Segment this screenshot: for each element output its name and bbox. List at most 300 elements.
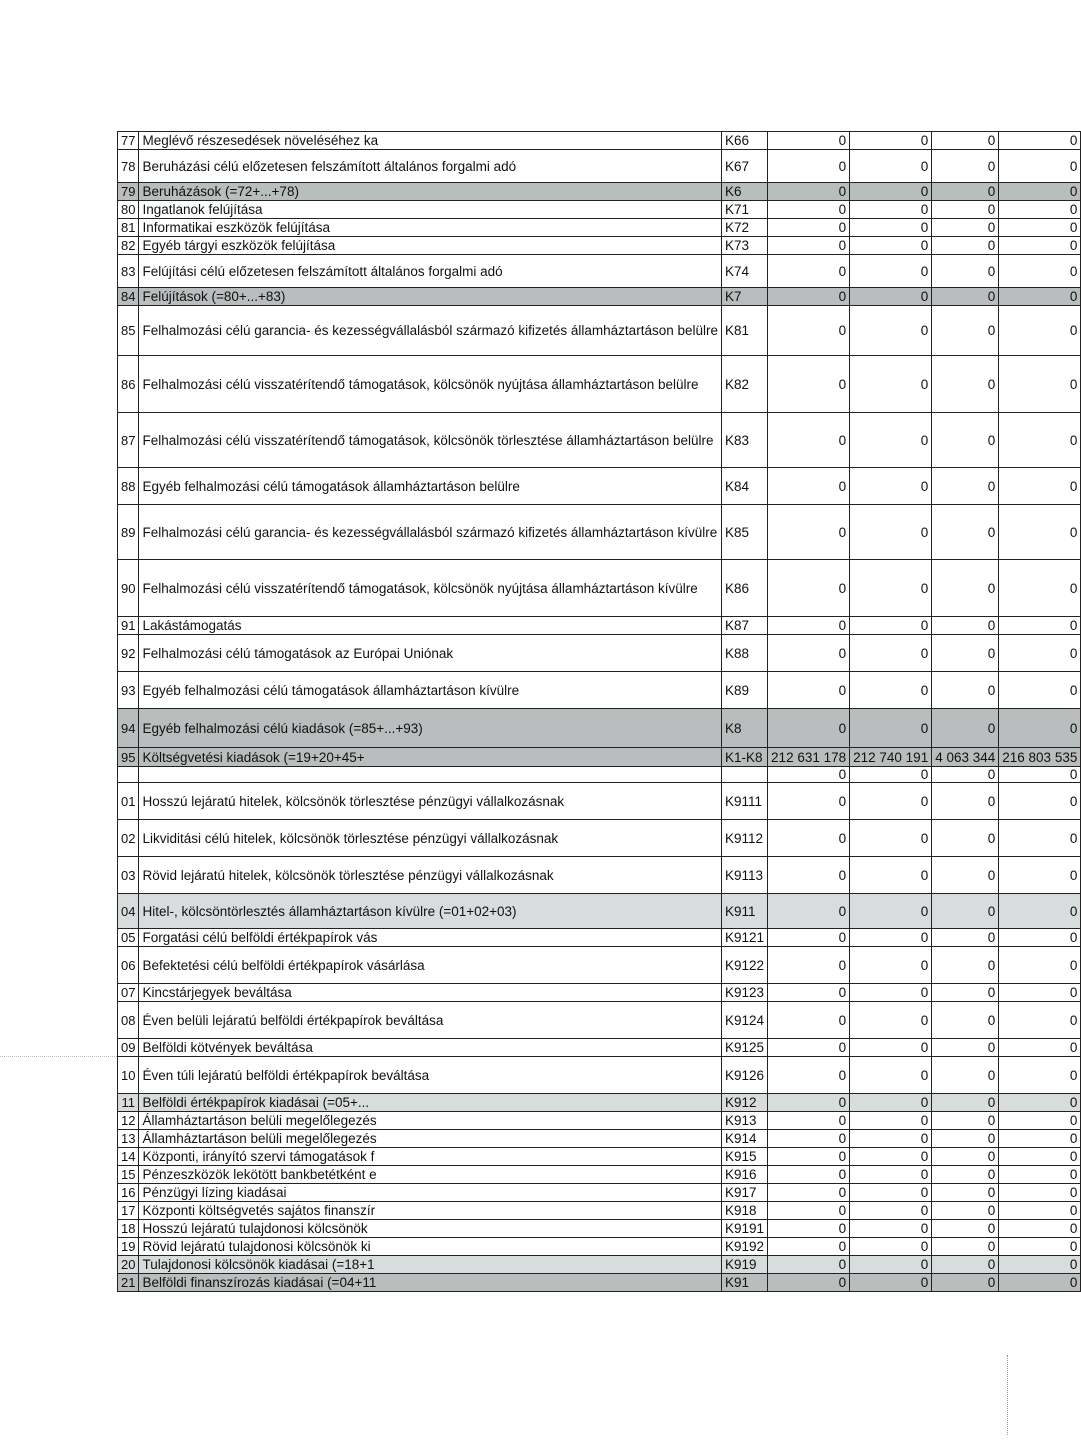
value-1: 0 bbox=[768, 783, 850, 820]
row-name: Pénzeszközök lekötött bankbetétként e bbox=[139, 1166, 722, 1184]
value-4: 216 803 535 bbox=[999, 748, 1081, 767]
value-4: 0 bbox=[999, 237, 1081, 255]
value-1: 0 bbox=[768, 306, 850, 356]
value-1: 0 bbox=[768, 767, 850, 783]
value-2: 0 bbox=[850, 356, 932, 413]
row-number: 77 bbox=[118, 132, 139, 150]
value-2: 0 bbox=[850, 1220, 932, 1238]
value-4: 0 bbox=[999, 1039, 1081, 1057]
value-1: 0 bbox=[768, 929, 850, 947]
value-4: 0 bbox=[999, 356, 1081, 413]
row-name: Belföldi finanszírozás kiadásai (=04+11 bbox=[139, 1274, 722, 1292]
row-code bbox=[722, 767, 768, 783]
value-3: 0 bbox=[932, 617, 999, 635]
row-name: Felhalmozási célú visszatérítendő támogatások, kölcsönök nyújtása államháztartáson kívülre bbox=[139, 560, 722, 617]
row-number: 92 bbox=[118, 635, 139, 672]
row-name: Felhalmozási célú garancia- és kezességvállalásból származó kifizetés államháztartáson belülre bbox=[139, 306, 722, 356]
row-name: Beruházási célú előzetesen felszámított általános forgalmi adó bbox=[139, 150, 722, 183]
row-number: 91 bbox=[118, 617, 139, 635]
row-name: Belföldi kötvények beváltása bbox=[139, 1039, 722, 1057]
row-name: Felújítási célú előzetesen felszámított általános forgalmi adó bbox=[139, 255, 722, 288]
row-name: Államháztartáson belüli megelőlegezés bbox=[139, 1112, 722, 1130]
row-code: K9121 bbox=[722, 929, 768, 947]
table-row bbox=[118, 505, 1081, 560]
row-number: 88 bbox=[118, 468, 139, 505]
row-name: Hosszú lejáratú hitelek, kölcsönök törlesztése pénzügyi vállalkozásnak bbox=[139, 783, 722, 820]
value-3: 0 bbox=[932, 132, 999, 150]
row-code: K8 bbox=[722, 709, 768, 748]
value-4: 0 bbox=[999, 306, 1081, 356]
value-1: 0 bbox=[768, 1184, 850, 1202]
value-3: 0 bbox=[932, 468, 999, 505]
row-code: K6 bbox=[722, 183, 768, 201]
row-number: 09 bbox=[118, 1039, 139, 1057]
value-4: 0 bbox=[999, 1238, 1081, 1256]
value-3: 0 bbox=[932, 1256, 999, 1274]
row-number: 81 bbox=[118, 219, 139, 237]
table-row bbox=[118, 783, 1081, 820]
row-name: Hitel-, kölcsöntörlesztés államháztartáson kívülre (=01+02+03) bbox=[139, 894, 722, 929]
value-1: 0 bbox=[768, 288, 850, 306]
table-row bbox=[118, 1202, 1081, 1220]
value-4: 0 bbox=[999, 767, 1081, 783]
table-row bbox=[118, 947, 1081, 984]
row-number: 14 bbox=[118, 1148, 139, 1166]
value-4: 0 bbox=[999, 183, 1081, 201]
row-name: Ingatlanok felújítása bbox=[139, 201, 722, 219]
value-2: 0 bbox=[850, 984, 932, 1002]
value-2: 0 bbox=[850, 947, 932, 984]
value-2: 0 bbox=[850, 820, 932, 857]
value-1: 0 bbox=[768, 635, 850, 672]
value-4: 0 bbox=[999, 894, 1081, 929]
table-row bbox=[118, 183, 1081, 201]
value-1: 0 bbox=[768, 984, 850, 1002]
value-2: 0 bbox=[850, 709, 932, 748]
table-row bbox=[118, 1130, 1081, 1148]
value-1: 0 bbox=[768, 857, 850, 894]
value-1: 0 bbox=[768, 947, 850, 984]
row-name bbox=[139, 767, 722, 783]
value-1: 0 bbox=[768, 1057, 850, 1094]
value-3: 0 bbox=[932, 1202, 999, 1220]
value-3: 0 bbox=[932, 1274, 999, 1292]
value-2: 0 bbox=[850, 288, 932, 306]
budget-table-body bbox=[118, 132, 1081, 1292]
value-3: 0 bbox=[932, 947, 999, 984]
value-1: 0 bbox=[768, 219, 850, 237]
value-2: 0 bbox=[850, 183, 932, 201]
value-2: 0 bbox=[850, 237, 932, 255]
value-1: 0 bbox=[768, 1002, 850, 1039]
row-name: Államháztartáson belüli megelőlegezés bbox=[139, 1130, 722, 1148]
row-number: 93 bbox=[118, 672, 139, 709]
value-1: 0 bbox=[768, 468, 850, 505]
table-row bbox=[118, 1166, 1081, 1184]
value-2: 0 bbox=[850, 1002, 932, 1039]
value-3: 0 bbox=[932, 1166, 999, 1184]
row-code: K9122 bbox=[722, 947, 768, 984]
table-row bbox=[118, 560, 1081, 617]
value-3: 0 bbox=[932, 219, 999, 237]
row-code: K915 bbox=[722, 1148, 768, 1166]
value-3: 0 bbox=[932, 1039, 999, 1057]
value-2: 0 bbox=[850, 468, 932, 505]
row-name: Egyéb tárgyi eszközök felújítása bbox=[139, 237, 722, 255]
value-1: 0 bbox=[768, 150, 850, 183]
row-number: 95 bbox=[118, 748, 139, 767]
budget-table bbox=[117, 131, 1081, 1292]
row-name: Hosszú lejáratú tulajdonosi kölcsönök bbox=[139, 1220, 722, 1238]
value-3: 0 bbox=[932, 306, 999, 356]
row-number: 07 bbox=[118, 984, 139, 1002]
row-code: K9112 bbox=[722, 820, 768, 857]
row-code: K82 bbox=[722, 356, 768, 413]
value-3: 0 bbox=[932, 672, 999, 709]
value-1: 0 bbox=[768, 183, 850, 201]
value-1: 0 bbox=[768, 237, 850, 255]
row-code: K9192 bbox=[722, 1238, 768, 1256]
row-number: 06 bbox=[118, 947, 139, 984]
row-name: Rövid lejáratú hitelek, kölcsönök törlesztése pénzügyi vállalkozásnak bbox=[139, 857, 722, 894]
value-1: 0 bbox=[768, 1238, 850, 1256]
table-row bbox=[118, 201, 1081, 219]
value-2: 0 bbox=[850, 929, 932, 947]
table-row bbox=[118, 219, 1081, 237]
table-row bbox=[118, 1057, 1081, 1094]
table-row bbox=[118, 929, 1081, 947]
value-4: 0 bbox=[999, 413, 1081, 468]
table-row bbox=[118, 132, 1081, 150]
row-code: K85 bbox=[722, 505, 768, 560]
value-2: 0 bbox=[850, 413, 932, 468]
row-code: K912 bbox=[722, 1094, 768, 1112]
value-1: 0 bbox=[768, 709, 850, 748]
value-1: 0 bbox=[768, 505, 850, 560]
row-code: K9113 bbox=[722, 857, 768, 894]
scan-edge-mark bbox=[1007, 1355, 1009, 1435]
row-code: K913 bbox=[722, 1112, 768, 1130]
row-name: Likviditási célú hitelek, kölcsönök törlesztése pénzügyi vállalkozásnak bbox=[139, 820, 722, 857]
value-1: 0 bbox=[768, 1202, 850, 1220]
value-3: 0 bbox=[932, 820, 999, 857]
value-1: 0 bbox=[768, 1166, 850, 1184]
value-2: 212 740 191 bbox=[850, 748, 932, 767]
value-3: 0 bbox=[932, 635, 999, 672]
value-1: 0 bbox=[768, 560, 850, 617]
row-name: Központi költségvetés sajátos finanszír bbox=[139, 1202, 722, 1220]
row-code: K89 bbox=[722, 672, 768, 709]
value-3: 0 bbox=[932, 1238, 999, 1256]
row-number: 21 bbox=[118, 1274, 139, 1292]
value-4: 0 bbox=[999, 635, 1081, 672]
row-name: Belföldi értékpapírok kiadásai (=05+... bbox=[139, 1094, 722, 1112]
row-code: K916 bbox=[722, 1166, 768, 1184]
row-code: K9111 bbox=[722, 783, 768, 820]
row-name: Lakástámogatás bbox=[139, 617, 722, 635]
row-number: 83 bbox=[118, 255, 139, 288]
row-number: 15 bbox=[118, 1166, 139, 1184]
row-number: 79 bbox=[118, 183, 139, 201]
row-code: K1-K8 bbox=[722, 748, 768, 767]
value-3: 0 bbox=[932, 201, 999, 219]
value-2: 0 bbox=[850, 767, 932, 783]
value-4: 0 bbox=[999, 857, 1081, 894]
value-3: 0 bbox=[932, 984, 999, 1002]
row-code: K86 bbox=[722, 560, 768, 617]
row-code: K919 bbox=[722, 1256, 768, 1274]
value-1: 0 bbox=[768, 132, 850, 150]
table-row bbox=[118, 1238, 1081, 1256]
row-number: 01 bbox=[118, 783, 139, 820]
value-3: 0 bbox=[932, 356, 999, 413]
table-row bbox=[118, 857, 1081, 894]
value-2: 0 bbox=[850, 1274, 932, 1292]
row-code: K72 bbox=[722, 219, 768, 237]
value-3: 0 bbox=[932, 288, 999, 306]
value-2: 0 bbox=[850, 1039, 932, 1057]
table-row bbox=[118, 356, 1081, 413]
value-4: 0 bbox=[999, 1002, 1081, 1039]
value-1: 0 bbox=[768, 356, 850, 413]
value-3: 0 bbox=[932, 1057, 999, 1094]
row-number: 18 bbox=[118, 1220, 139, 1238]
value-2: 0 bbox=[850, 306, 932, 356]
value-2: 0 bbox=[850, 857, 932, 894]
row-code: K7 bbox=[722, 288, 768, 306]
row-code: K91 bbox=[722, 1274, 768, 1292]
row-code: K71 bbox=[722, 201, 768, 219]
value-2: 0 bbox=[850, 1094, 932, 1112]
table-row bbox=[118, 617, 1081, 635]
value-3: 0 bbox=[932, 894, 999, 929]
value-3: 0 bbox=[932, 929, 999, 947]
row-number: 04 bbox=[118, 894, 139, 929]
value-2: 0 bbox=[850, 1256, 932, 1274]
row-code: K9191 bbox=[722, 1220, 768, 1238]
value-4: 0 bbox=[999, 132, 1081, 150]
value-3: 0 bbox=[932, 767, 999, 783]
value-1: 0 bbox=[768, 1039, 850, 1057]
row-name: Egyéb felhalmozási célú támogatások államháztartáson kívülre bbox=[139, 672, 722, 709]
value-1: 0 bbox=[768, 1094, 850, 1112]
row-code: K87 bbox=[722, 617, 768, 635]
row-name: Forgatási célú belföldi értékpapírok vás bbox=[139, 929, 722, 947]
value-3: 0 bbox=[932, 1148, 999, 1166]
row-number: 85 bbox=[118, 306, 139, 356]
value-4: 0 bbox=[999, 219, 1081, 237]
table-row bbox=[118, 767, 1081, 783]
value-2: 0 bbox=[850, 894, 932, 929]
value-2: 0 bbox=[850, 617, 932, 635]
table-row bbox=[118, 1148, 1081, 1166]
value-1: 0 bbox=[768, 820, 850, 857]
value-1: 0 bbox=[768, 1220, 850, 1238]
value-4: 0 bbox=[999, 288, 1081, 306]
row-name: Éven belüli lejáratú belföldi értékpapírok beváltása bbox=[139, 1002, 722, 1039]
row-name: Felhalmozási célú garancia- és kezességvállalásból származó kifizetés államháztartáson kívülre bbox=[139, 505, 722, 560]
value-2: 0 bbox=[850, 1130, 932, 1148]
row-number: 13 bbox=[118, 1130, 139, 1148]
table-row bbox=[118, 1220, 1081, 1238]
row-code: K9125 bbox=[722, 1039, 768, 1057]
table-row bbox=[118, 894, 1081, 929]
row-name: Beruházások (=72+...+78) bbox=[139, 183, 722, 201]
value-3: 0 bbox=[932, 1002, 999, 1039]
table-row bbox=[118, 288, 1081, 306]
value-2: 0 bbox=[850, 255, 932, 288]
row-name: Meglévő részesedések növeléséhez ka bbox=[139, 132, 722, 150]
value-3: 0 bbox=[932, 255, 999, 288]
table-row bbox=[118, 255, 1081, 288]
value-2: 0 bbox=[850, 1112, 932, 1130]
table-row bbox=[118, 468, 1081, 505]
row-name: Pénzügyi lízing kiadásai bbox=[139, 1184, 722, 1202]
value-4: 0 bbox=[999, 1057, 1081, 1094]
value-4: 0 bbox=[999, 1130, 1081, 1148]
row-number: 20 bbox=[118, 1256, 139, 1274]
value-1: 0 bbox=[768, 413, 850, 468]
value-2: 0 bbox=[850, 1166, 932, 1184]
value-3: 4 063 344 bbox=[932, 748, 999, 767]
value-2: 0 bbox=[850, 505, 932, 560]
value-3: 0 bbox=[932, 1184, 999, 1202]
row-code: K66 bbox=[722, 132, 768, 150]
value-2: 0 bbox=[850, 783, 932, 820]
value-4: 0 bbox=[999, 1148, 1081, 1166]
row-number: 86 bbox=[118, 356, 139, 413]
row-name: Felújítások (=80+...+83) bbox=[139, 288, 722, 306]
row-name: Informatikai eszközök felújítása bbox=[139, 219, 722, 237]
value-4: 0 bbox=[999, 150, 1081, 183]
value-4: 0 bbox=[999, 1184, 1081, 1202]
row-code: K73 bbox=[722, 237, 768, 255]
value-4: 0 bbox=[999, 1094, 1081, 1112]
table-row bbox=[118, 635, 1081, 672]
table-row bbox=[118, 1274, 1081, 1292]
value-4: 0 bbox=[999, 468, 1081, 505]
value-4: 0 bbox=[999, 560, 1081, 617]
row-number: 89 bbox=[118, 505, 139, 560]
row-number: 10 bbox=[118, 1057, 139, 1094]
table-row bbox=[118, 237, 1081, 255]
value-1: 212 631 178 bbox=[768, 748, 850, 767]
row-number: 08 bbox=[118, 1002, 139, 1039]
value-3: 0 bbox=[932, 237, 999, 255]
value-2: 0 bbox=[850, 1057, 932, 1094]
value-3: 0 bbox=[932, 150, 999, 183]
value-4: 0 bbox=[999, 1256, 1081, 1274]
table-row bbox=[118, 306, 1081, 356]
value-4: 0 bbox=[999, 201, 1081, 219]
row-code: K918 bbox=[722, 1202, 768, 1220]
row-name: Felhalmozási célú visszatérítendő támogatások, kölcsönök nyújtása államháztartáson belülre bbox=[139, 356, 722, 413]
value-2: 0 bbox=[850, 150, 932, 183]
value-1: 0 bbox=[768, 617, 850, 635]
table-row bbox=[118, 1094, 1081, 1112]
row-name: Befektetési célú belföldi értékpapírok vásárlása bbox=[139, 947, 722, 984]
row-code: K917 bbox=[722, 1184, 768, 1202]
value-1: 0 bbox=[768, 255, 850, 288]
value-4: 0 bbox=[999, 820, 1081, 857]
row-name: Költségvetési kiadások (=19+20+45+ bbox=[139, 748, 722, 767]
value-4: 0 bbox=[999, 1166, 1081, 1184]
row-code: K67 bbox=[722, 150, 768, 183]
value-3: 0 bbox=[932, 783, 999, 820]
value-4: 0 bbox=[999, 709, 1081, 748]
row-number: 12 bbox=[118, 1112, 139, 1130]
row-number: 90 bbox=[118, 560, 139, 617]
row-number: 02 bbox=[118, 820, 139, 857]
table-row bbox=[118, 1112, 1081, 1130]
table-row bbox=[118, 672, 1081, 709]
row-number: 80 bbox=[118, 201, 139, 219]
row-code: K9124 bbox=[722, 1002, 768, 1039]
row-code: K84 bbox=[722, 468, 768, 505]
value-1: 0 bbox=[768, 1256, 850, 1274]
value-2: 0 bbox=[850, 1202, 932, 1220]
row-code: K74 bbox=[722, 255, 768, 288]
table-row bbox=[118, 984, 1081, 1002]
value-3: 0 bbox=[932, 413, 999, 468]
value-4: 0 bbox=[999, 929, 1081, 947]
value-1: 0 bbox=[768, 672, 850, 709]
row-number: 78 bbox=[118, 150, 139, 183]
row-number: 05 bbox=[118, 929, 139, 947]
value-3: 0 bbox=[932, 560, 999, 617]
row-number bbox=[118, 767, 139, 783]
value-3: 0 bbox=[932, 183, 999, 201]
table-row bbox=[118, 820, 1081, 857]
table-row bbox=[118, 748, 1081, 767]
row-number: 03 bbox=[118, 857, 139, 894]
row-name: Egyéb felhalmozási célú kiadások (=85+...+93) bbox=[139, 709, 722, 748]
value-3: 0 bbox=[932, 709, 999, 748]
value-3: 0 bbox=[932, 857, 999, 894]
table-row bbox=[118, 150, 1081, 183]
value-3: 0 bbox=[932, 1112, 999, 1130]
value-4: 0 bbox=[999, 1112, 1081, 1130]
table-row bbox=[118, 1002, 1081, 1039]
value-4: 0 bbox=[999, 617, 1081, 635]
value-1: 0 bbox=[768, 1112, 850, 1130]
value-4: 0 bbox=[999, 984, 1081, 1002]
scan-margin-line bbox=[0, 1056, 117, 1057]
row-code: K83 bbox=[722, 413, 768, 468]
value-3: 0 bbox=[932, 1130, 999, 1148]
value-1: 0 bbox=[768, 1148, 850, 1166]
row-code: K9126 bbox=[722, 1057, 768, 1094]
value-1: 0 bbox=[768, 201, 850, 219]
table-row bbox=[118, 1039, 1081, 1057]
row-name: Felhalmozási célú támogatások az Európai Uniónak bbox=[139, 635, 722, 672]
value-4: 0 bbox=[999, 672, 1081, 709]
row-name: Rövid lejáratú tulajdonosi kölcsönök ki bbox=[139, 1238, 722, 1256]
row-name: Felhalmozási célú visszatérítendő támogatások, kölcsönök törlesztése államháztartáson belülre bbox=[139, 413, 722, 468]
value-1: 0 bbox=[768, 1130, 850, 1148]
row-name: Egyéb felhalmozási célú támogatások államháztartáson belülre bbox=[139, 468, 722, 505]
row-number: 94 bbox=[118, 709, 139, 748]
value-4: 0 bbox=[999, 1220, 1081, 1238]
value-4: 0 bbox=[999, 255, 1081, 288]
table-row bbox=[118, 413, 1081, 468]
value-2: 0 bbox=[850, 1148, 932, 1166]
value-2: 0 bbox=[850, 1238, 932, 1256]
value-4: 0 bbox=[999, 1202, 1081, 1220]
row-name: Központi, irányító szervi támogatások f bbox=[139, 1148, 722, 1166]
value-4: 0 bbox=[999, 783, 1081, 820]
row-code: K911 bbox=[722, 894, 768, 929]
